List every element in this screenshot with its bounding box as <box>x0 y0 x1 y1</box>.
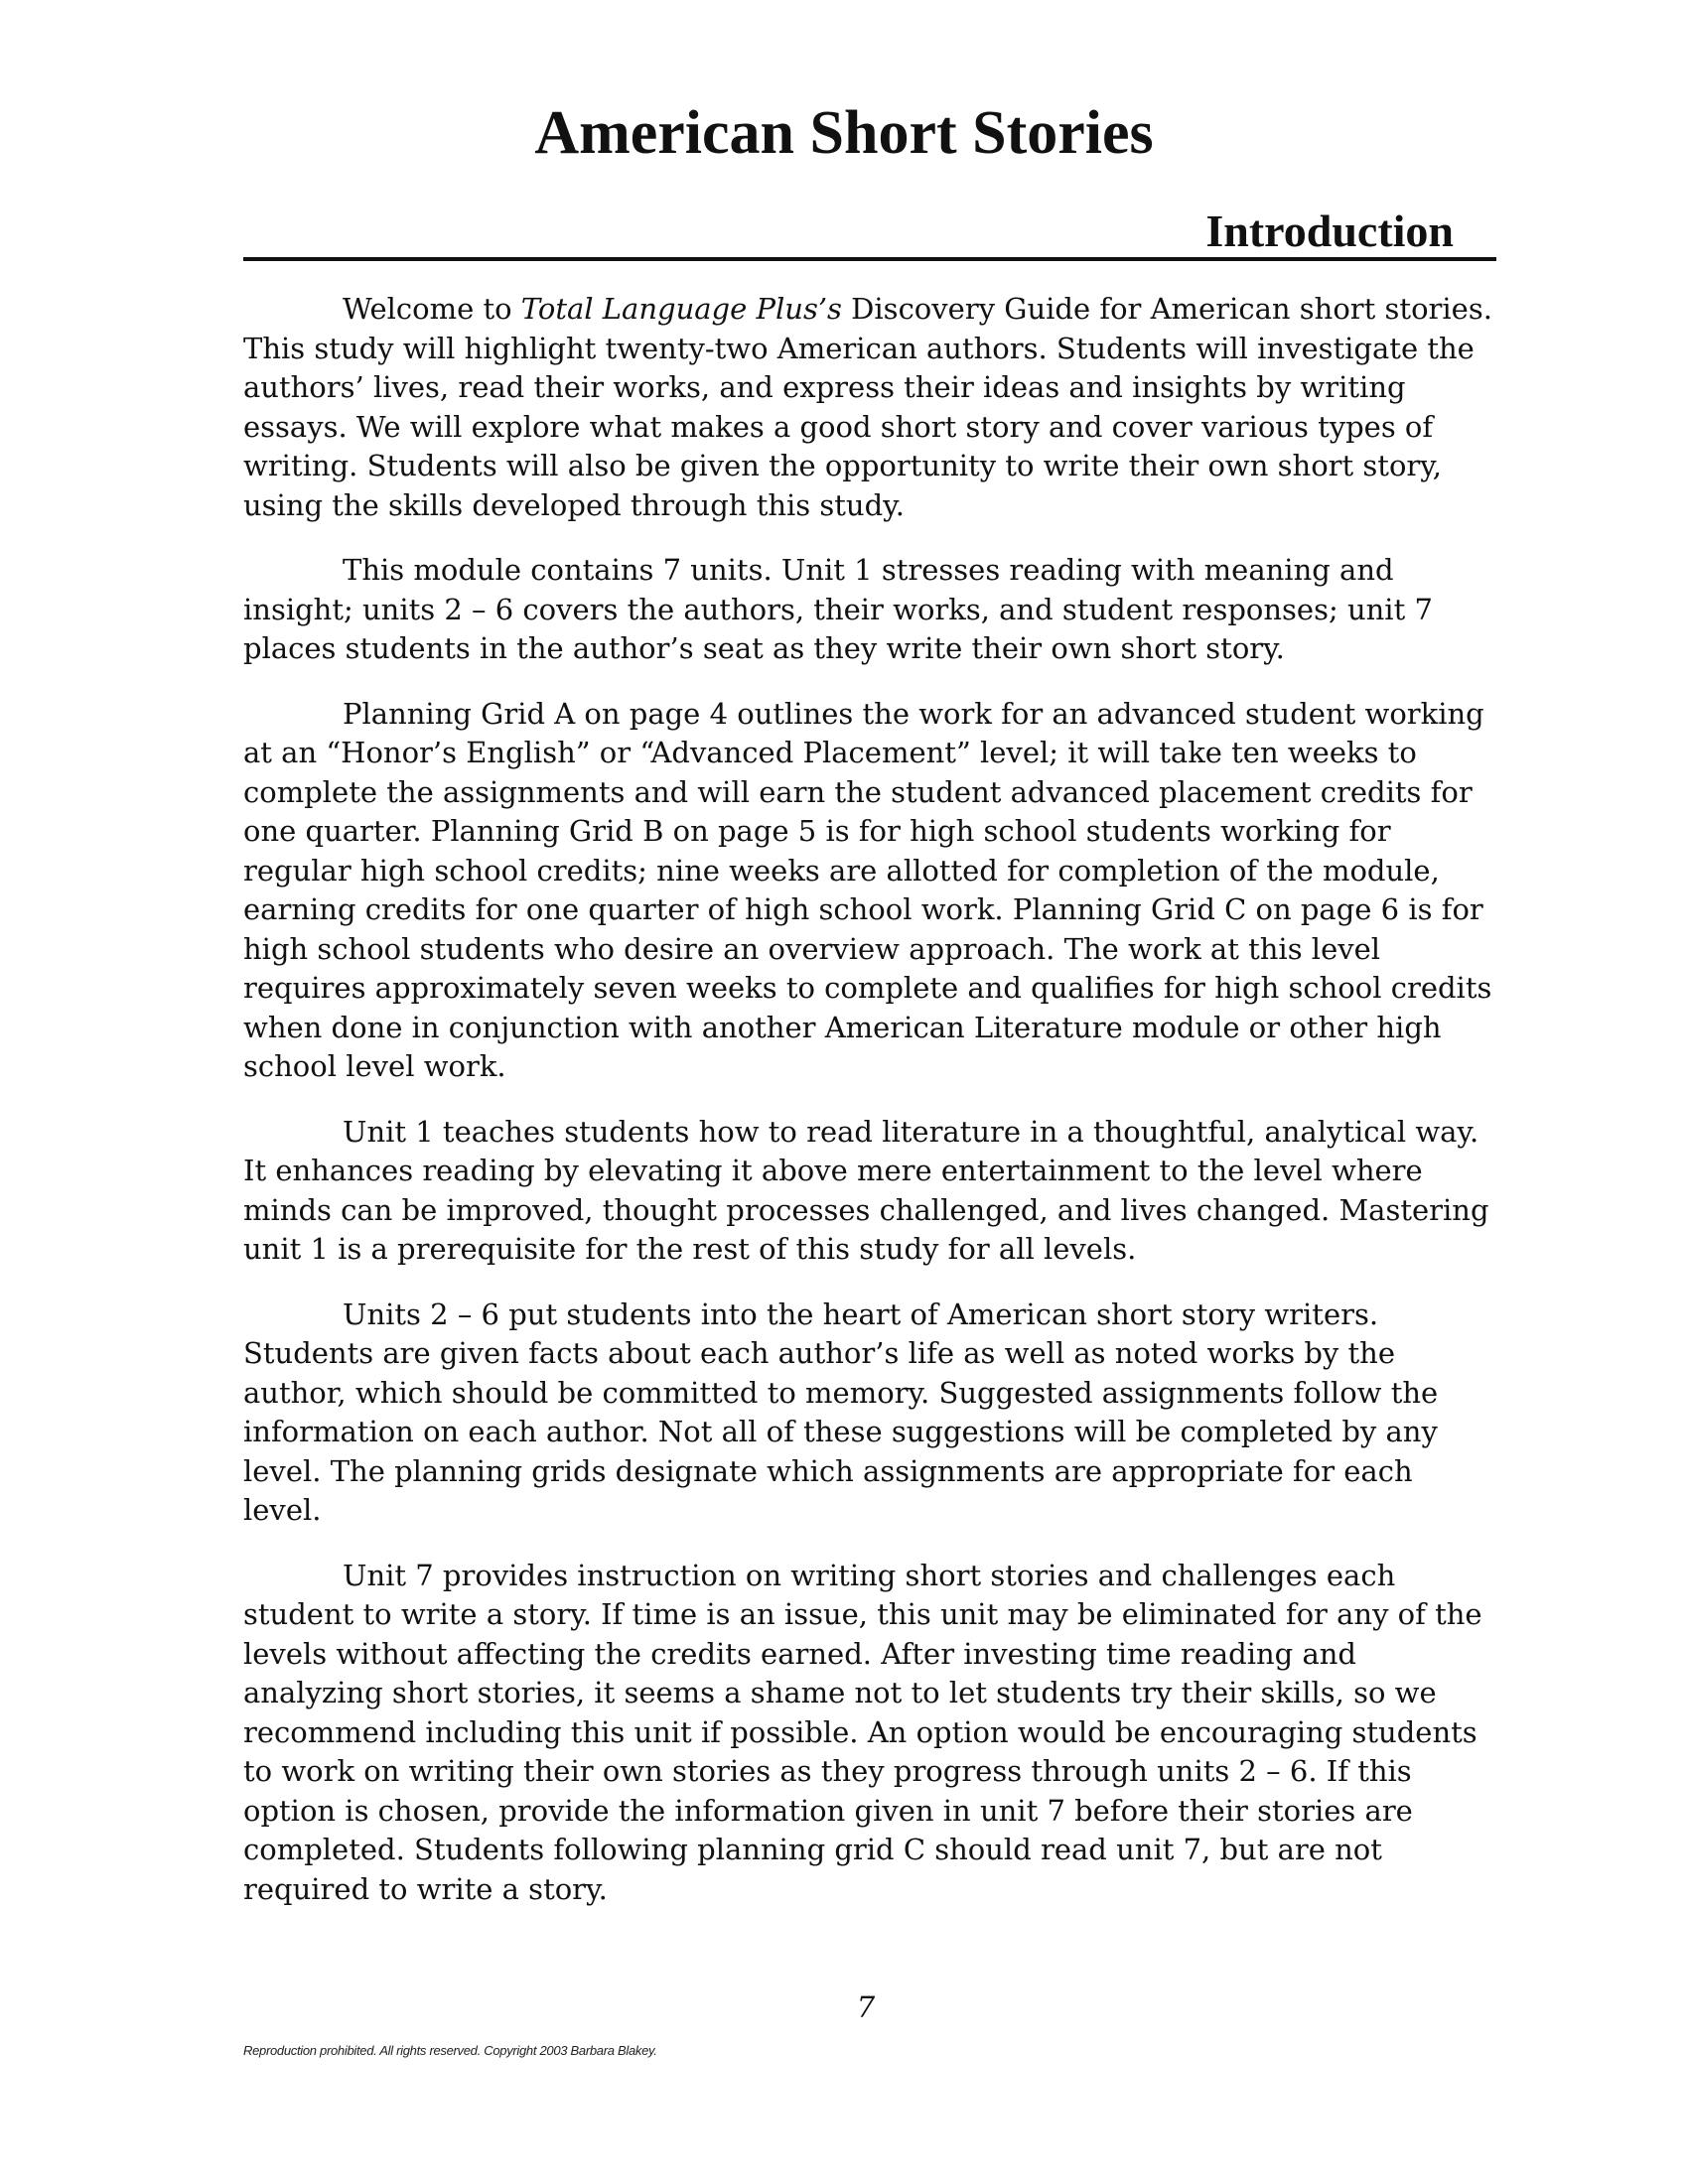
paragraph-units-2-6: Units 2 – 6 put students into the heart of American short story writers. Students are given facts about each author’s life as well as noted works by the author, which should be committed to memory. Suggested assignments follow the information on each author. Not all of these suggestions will be completed by any level. The planning grids designate which assignments are appropriate for each level. <box>243 1297 1439 1527</box>
paragraph-unit-7: Unit 7 provides instruction on writing short stories and challenges each student to write a story. If time is an issue, this unit may be eliminated for any of the levels without affecting the credits earned. After investing time reading and analyzing short stories, it seems a shame not to let students try their skills, so we recommend including this unit if possible. An option would be encouraging students to work on writing their own stories as they progress through units 2 – 6. If this option is chosen, provide the information given in unit 7 before their stories are completed. Students following planning grid C should read unit 7, but are not required to write a story. <box>243 1558 1482 1906</box>
book-title-emphasis: Total Language Plus’s <box>520 292 842 326</box>
section-heading: Introduction <box>1205 205 1454 256</box>
document-title: American Short Stories <box>534 99 1154 167</box>
paragraph-welcome-lead: Welcome to <box>343 292 521 326</box>
paragraph-unit-1: Unit 1 teaches students how to read literature in a thoughtful, analytical way. It enhances reading by elevating it above mere entertainment to the level where minds can be improved, thought processes challenged, and lives changed. Mastering unit 1 is a prerequisite for the rest of this study for all levels. <box>243 1114 1489 1266</box>
paragraph-module-units: This module contains 7 units. Unit 1 stresses reading with meaning and insight; units 2 – 6 covers the authors, their works, and student responses; unit 7 places students in the author’s seat as they write their own short story. <box>243 553 1433 665</box>
paragraph-welcome-rest: Discovery Guide for American short stories. This study will highlight twenty-two American authors. Students will investigate the authors’ lives, read their works, and express their ideas and insights by writing essays. We will explore what makes a good short story and cover various types of writing. Students will also be given the opportunity to write their own short story, using the skills developed through this study. <box>243 292 1492 522</box>
page-number: 7 <box>856 1990 876 2024</box>
copyright-footer: Reproduction prohibited. All rights reserved. Copyright 2003 Barbara Blakey. <box>243 2043 657 2058</box>
heading-underline <box>243 257 1496 261</box>
body-text <box>243 290 1496 1935</box>
paragraph-planning-grids: Planning Grid A on page 4 outlines the work for an advanced student working at an “Honor’s English” or “Advanced Placement” level; it will take ten weeks to complete the assignments and will earn the student advanced placement credits for one quarter. Planning Grid B on page 5 is for high school students working for regular high school credits; nine weeks are allotted for completion of the module, earning credits for one quarter of high school work. Planning Grid C on page 6 is for high school students who desire an overview approach. The work at this level requires approximately seven weeks to complete and qualifies for high school credits when done in conjunction with another American Literature module or other high school level work. <box>243 696 1492 1083</box>
paragraph-welcome <box>243 290 1496 525</box>
